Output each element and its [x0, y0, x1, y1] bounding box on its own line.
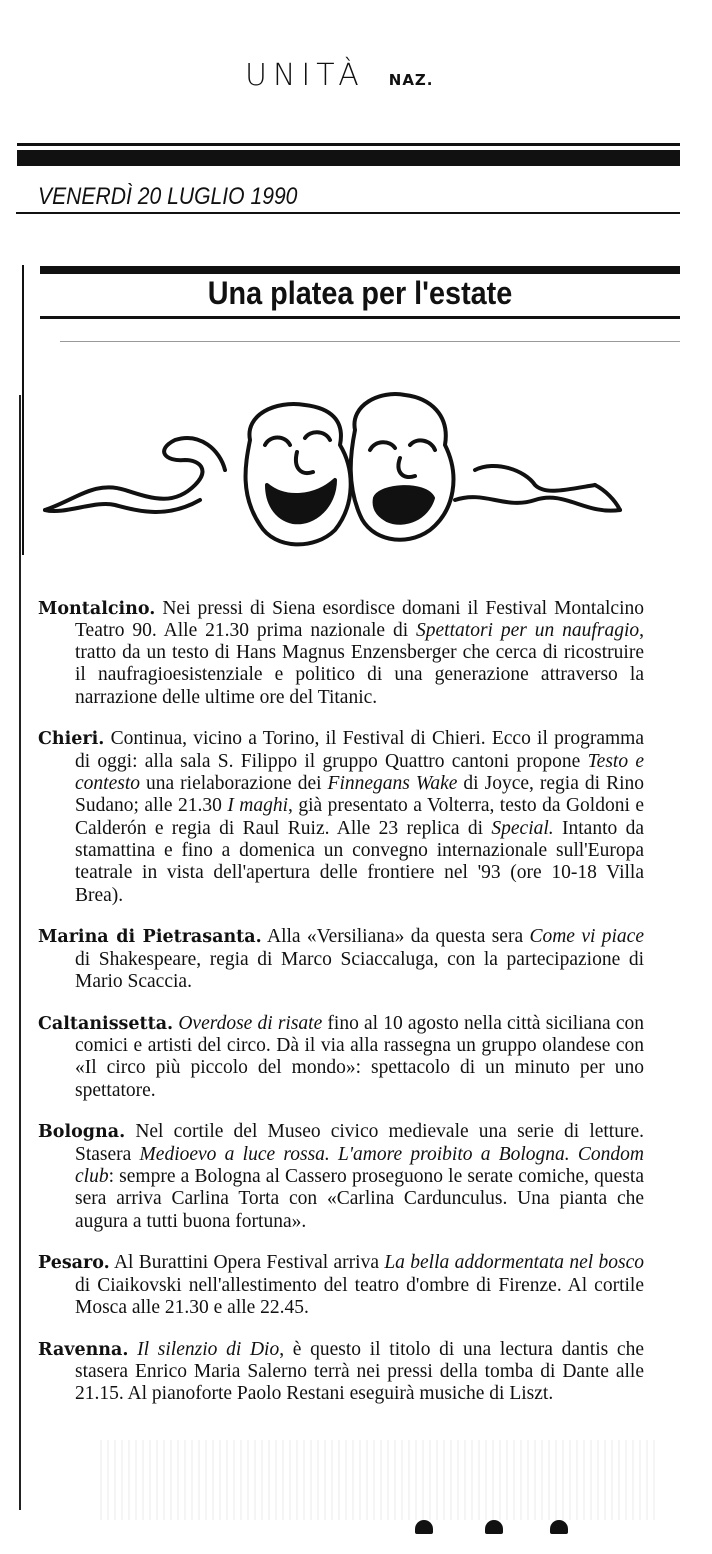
entry-place: Marina di Pietrasanta.	[38, 927, 262, 948]
article-entry: Ravenna. Il silenzio di Dio, è questo il titolo di una lectura dantis che stasera Enrico Maria Salerno terrà nei pressi della tomba di Dante alle 21.15. Al pianoforte Paolo Restani eseguirà musiche di Liszt.	[38, 1338, 644, 1405]
handwritten-annotation	[245, 58, 434, 93]
entry-title: Spettatori per un naufragio	[416, 619, 640, 641]
entry-place: Bologna.	[38, 1122, 126, 1143]
entry-title: Overdose di risate	[178, 1012, 323, 1034]
dateline-rule	[16, 212, 680, 214]
entry-title: Medioevo a luce rossa. L'amore proibito a Bologna. Condom club	[75, 1143, 644, 1188]
article-body	[38, 578, 644, 1411]
article-entry: Pesaro. Al Burattini Opera Festival arriva La bella addormentata nel bosco di Ciaikovski nell'allestimento del teatro d'ombre di Firenze. Al cortile Mosca alle 21.30 e alle 22.45.	[38, 1252, 644, 1319]
entry-title: Il silenzio di Dio	[137, 1338, 280, 1360]
decorative-mark	[550, 1520, 568, 1534]
entry-place: Chieri.	[38, 729, 105, 750]
entry-title: I maghi	[227, 795, 289, 817]
entry-title: La bella addormentata nel bosco	[384, 1252, 644, 1274]
headline-rule-bottom	[40, 316, 680, 319]
print-noise	[100, 1440, 660, 1520]
entry-place: Caltanissetta.	[38, 1013, 174, 1034]
entry-title: Finnegans Wake	[327, 773, 458, 795]
entry-title: Testo e contesto	[75, 750, 644, 795]
article-entry: Bologna. Nel cortile del Museo civico medievale una serie di letture. Stasera Medioevo a luce rossa. L'amore proibito a Bologna. Condom club: sempre a Bologna al Cassero proseguono le serate comiche, questa sera arriva Carlina Torta con «Carlina Cardunculus. Una pianta che augura a tutti buona fortuna».	[38, 1121, 644, 1232]
handwritten-sub: NAZ.	[388, 71, 434, 89]
article-entry: Montalcino. Nei pressi di Siena esordisce domani il Festival Montalcino Teatro 90. Alle 21.30 prima nazionale di Spettatori per un naufragio, tratto da un testo di Hans Magnus Enzensberger che cerca di ricostruire il naufragioesistenziale e politico di una generazione attraverso la narrazione delle ultime ore del Titanic.	[38, 597, 644, 708]
article-entry: Caltanissetta. Overdose di risate fino al 10 agosto nella città siciliana con comici e artisti del circo. Dà il via alla rassegna un gruppo olandese con «Il circo più piccolo del mondo»: spettacolo di un minuto per uno spettatore.	[38, 1012, 645, 1101]
entry-place: Pesaro.	[38, 1253, 110, 1274]
entry-title: Come vi piace	[529, 926, 644, 948]
top-rule-thin	[17, 143, 680, 146]
headline-rule-top	[40, 266, 680, 274]
article-entry: Chieri. Continua, vicino a Torino, il Festival di Chieri. Ecco il programma di oggi: alla sala S. Filippo il gruppo Quattro cantoni propone Testo e contesto una rielaborazione dei Finnegans Wake di Joyce, regia di Rino Sudano; alle 21.30 I maghi, già presentato a Volterra, testo da Goldoni e Calderón e regia di Raul Ruiz. Alle 23 replica di Special. Intanto da stamattina e fino a domenica un convegno internazionale sull'Europa teatrale in vista dell'apertura delle frontiere nel '93 (ore 10-18 Villa Brea).	[38, 728, 645, 906]
top-rule-thick	[17, 150, 680, 166]
box-border-left	[22, 265, 24, 555]
theatre-masks-icon	[35, 390, 635, 550]
entry-title: Special.	[491, 817, 554, 839]
dateline: VENERDÌ 20 LUGLIO 1990	[38, 183, 298, 210]
article-entry: Marina di Pietrasanta. Alla «Versiliana» da questa sera Come vi piace di Shakespeare, regia di Marco Sciaccaluga, con la partecipazione di Mario Scaccia.	[38, 926, 644, 992]
box-border-left-lower	[19, 395, 21, 1510]
decorative-mark	[415, 1520, 433, 1534]
section-rule	[60, 341, 680, 342]
entry-place: Ravenna.	[38, 1339, 129, 1360]
decorative-mark	[485, 1520, 503, 1534]
headline: Una platea per l'estate	[207, 275, 513, 311]
entry-place: Montalcino.	[38, 598, 156, 619]
handwritten-newspaper-name: UNITÀ	[245, 58, 365, 93]
